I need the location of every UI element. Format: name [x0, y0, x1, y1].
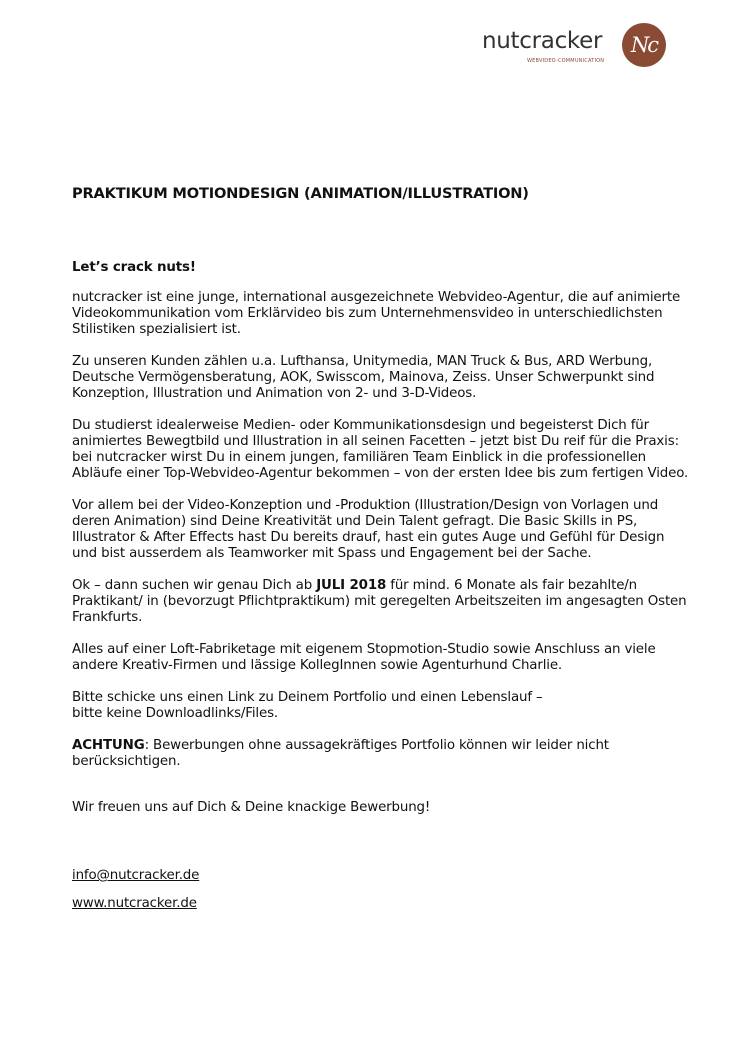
paragraph-notice — [72, 738, 692, 770]
notice-text: : Bewerbungen ohne aussagekräftiges Portfolio können wir leider nicht berücksichtigen. — [72, 738, 609, 769]
nutcracker-mark-icon — [621, 22, 667, 68]
logo-wordmark: nutcracker — [482, 28, 603, 54]
paragraph-tasks: Vor allem bei der Video-Konzeption und -Produktion (Illustration/Design von Vorlagen und deren Animation) sind Deine Kreativität und Dein Talent gefragt. Die Basic Skills in PS, Illustrator & After Effects hast Du bereits drauf, hast ein gutes Auge und Gefühl für Design und bist ausserdem als Teamworker mit Spass und Engagement bei der Sache. — [72, 498, 665, 561]
email-link[interactable]: info@nutcracker.de — [72, 868, 200, 883]
offer-text-start: Ok – dann suchen wir genau Dich ab — [72, 578, 317, 593]
paragraph-clients: Zu unseren Kunden zählen u.a. Lufthansa, Unitymedia, MAN Truck & Bus, ARD Werbung, Deutsche Vermögensberatung, AOK, Swisscom, Mainova, Zeiss. Unser Schwerpunkt sind Konzeption, Illustration und Animation von 2- und 3-D-Videos. — [72, 354, 655, 401]
paragraph-offer — [72, 578, 692, 626]
apply-line-1: Bitte schicke uns einen Link zu Deinem Portfolio und einen Lebenslauf – — [72, 690, 543, 705]
website-link[interactable]: www.nutcracker.de — [72, 896, 197, 911]
paragraph-apply — [72, 690, 692, 722]
paragraph-about: nutcracker ist eine junge, international ausgezeichnete Webvideo-Agentur, die auf animierte Videokommunikation vom Erklärvideo bis zum Unternehmensvideo in unterschiedlichsten Stilistiken spezialisiert ist. — [72, 290, 681, 337]
company-logo — [478, 22, 678, 72]
job-posting — [72, 186, 692, 924]
paragraph-profile: Du studierst idealerweise Medien- oder Kommunikationsdesign und begeisterst Dich für animiertes Bewegtbild und Illustration in all seinen Facetten – jetzt bist Du reif für die Praxis: bei nutcracker wirst Du in einem jungen, familiären Team Einblick in die professionellen Abläufe einer Top-Webvideo-Agentur bekommen – von der ersten Idee bis zum fertigen Video. — [72, 418, 689, 481]
apply-line-2: bitte keine Downloadlinks/Files. — [72, 706, 279, 721]
start-date: JULI 2018 — [316, 578, 387, 593]
offer-text-end: für mind. 6 Monate als fair bezahlte/n Praktikant/ in (bevorzugt Pflichtpraktikum) mit geregelten Arbeitszeiten im angesagten Osten Frankfurts. — [72, 578, 687, 625]
page-title: PRAKTIKUM MOTIONDESIGN (ANIMATION/ILLUSTRATION) — [72, 185, 529, 202]
closing-line: Wir freuen uns auf Dich & Deine knackige Bewerbung! — [72, 800, 431, 815]
notice-label: ACHTUNG — [72, 738, 145, 753]
intro-heading: Let’s crack nuts! — [72, 260, 196, 275]
logo-tagline: WEBVIDEO-COMMUNICATION — [527, 58, 605, 64]
logo-mark-letters: Nc — [630, 33, 658, 57]
paragraph-location: Alles auf einer Loft-Fabriketage mit eigenem Stopmotion-Studio sowie Anschluss an viele andere Kreativ-Firmen und lässige KollegInnen sowie Agenturhund Charlie. — [72, 642, 656, 673]
